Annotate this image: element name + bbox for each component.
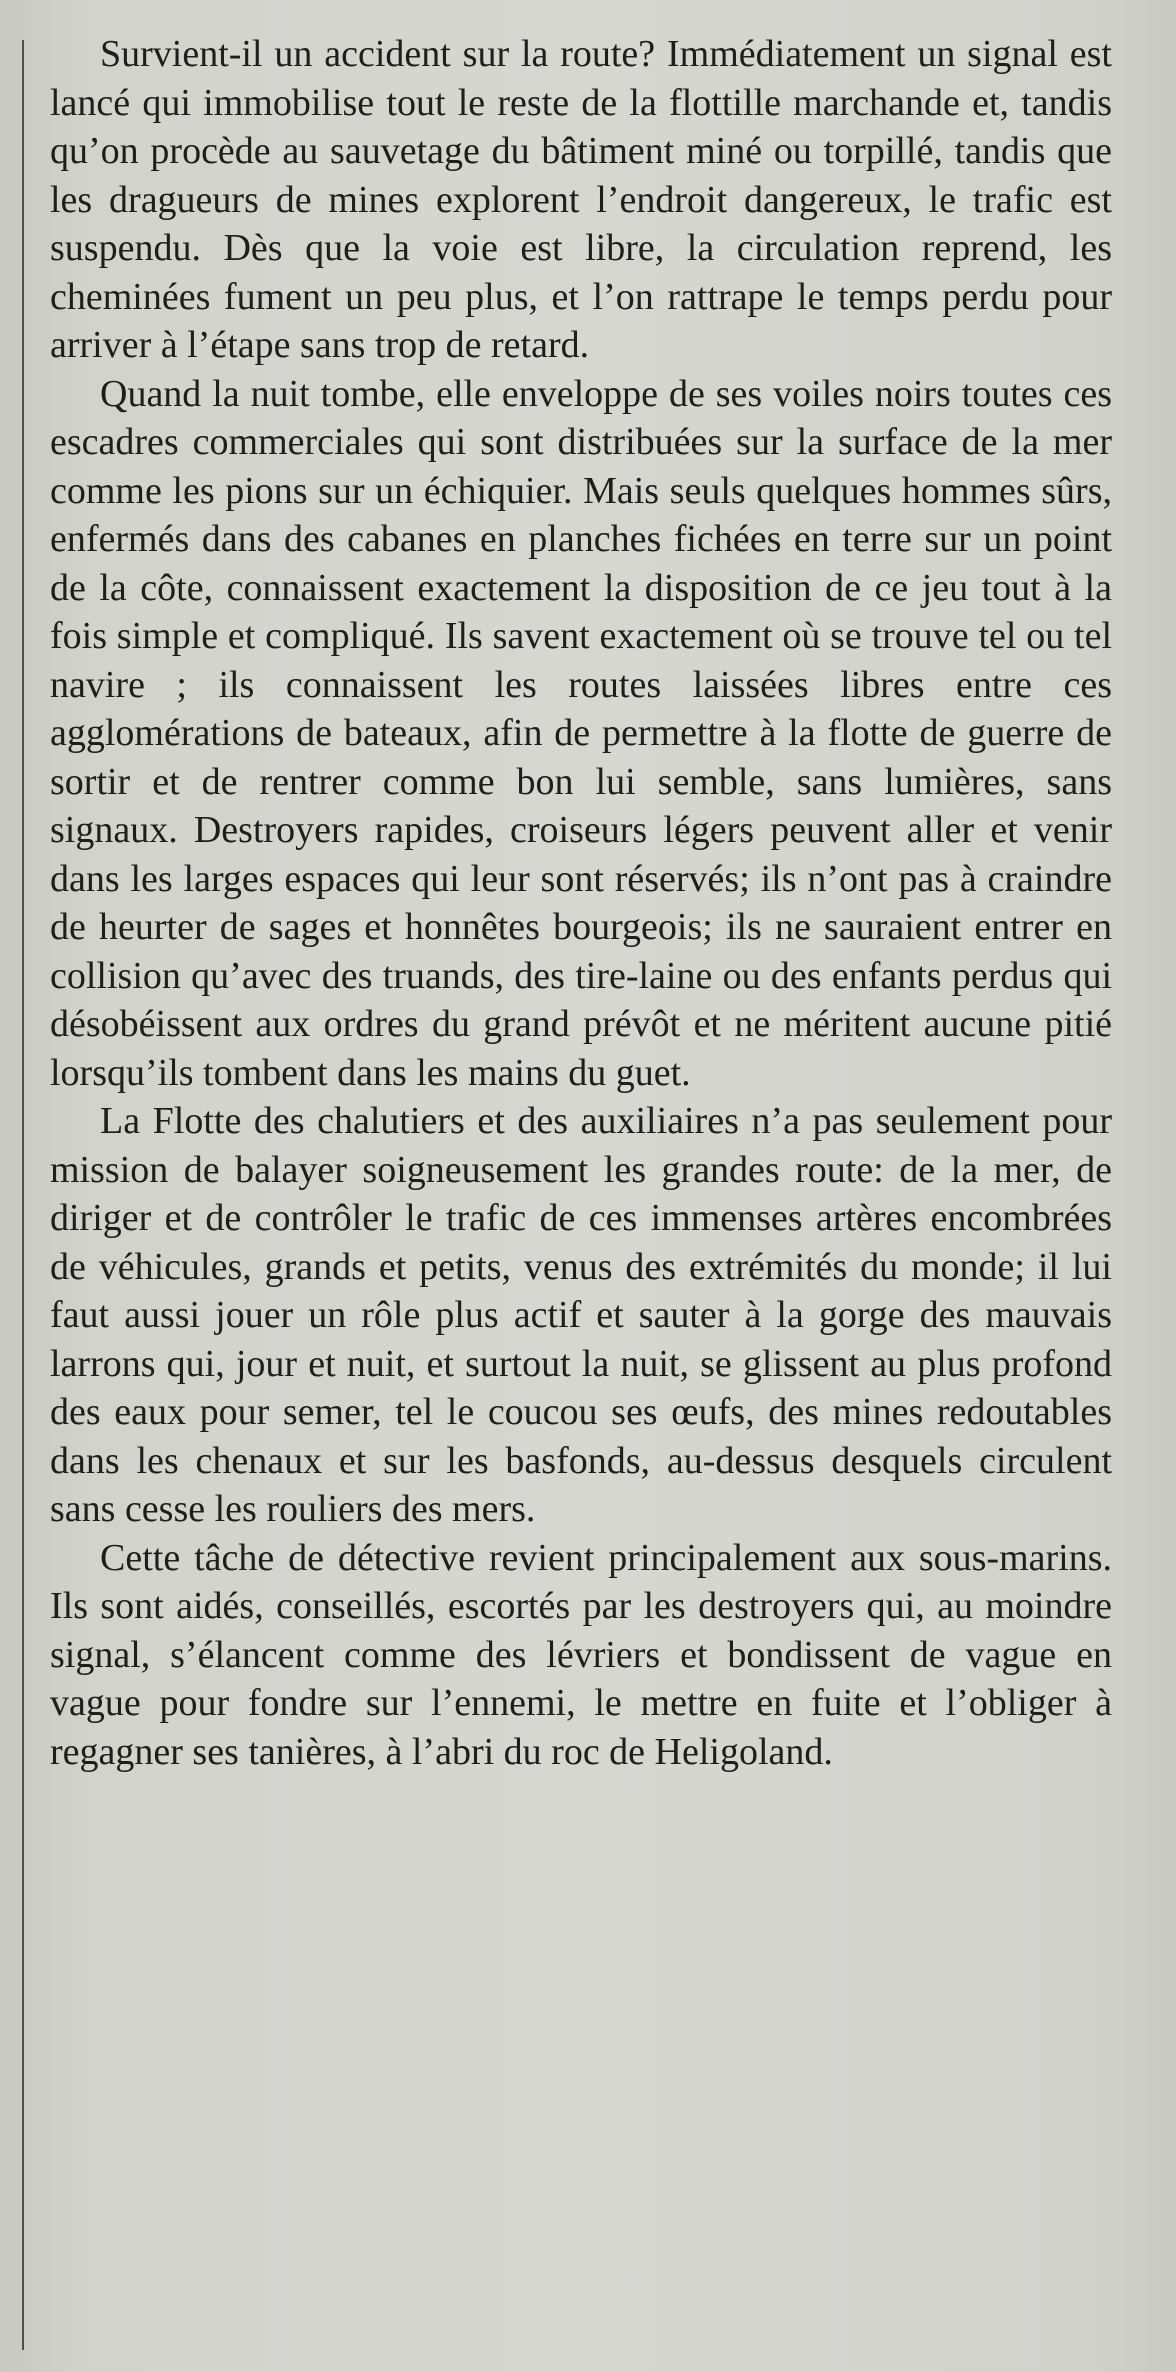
paragraph-accident: Survient-il un accident sur la route? Immédiatement un signal est lancé qui immobilise tout le reste de la flottille marchande et, tandis qu’on procède au sauvetage du bâtiment miné ou torpillé, tandis que les dragueurs de mines explorent l’endroit dangereux, le trafic est suspendu. Dès que la voie est libre, la circulation reprend, les cheminées fument un peu plus, et l’on rattrape le temps perdu pour arriver à l’étape sans trop de retard. bbox=[50, 33, 1112, 366]
paragraph-submarines: Cette tâche de détective revient principalement aux sous-marins. Ils sont aidés, conseillés, escortés par les destroyers qui, au moindre signal, s’élancent comme des lévriers et bondissent de vague en vague pour fondre sur l’ennemi, le mettre en fuite et l’obliger à regagner ses tanières, à l’abri du roc de Heligoland. bbox=[50, 1536, 1112, 1773]
paragraph-night: Quand la nuit tombe, elle enveloppe de ses voiles noirs toutes ces escadres commerciales qui sont distribuées sur la surface de la mer comme les pions sur un échiquier. Mais seuls quelques hommes sûrs, enfermés dans des cabanes en planches fichées en terre sur un point de la côte, connaissent exactement la disposition de ce jeu tout à la fois simple et compliqué. Ils savent exactement où se trouve tel ou tel navire ; ils connaissent les routes laissées libres entre ces agglomérations de bateaux, afin de permettre à la flotte de guerre de sortir et de rentrer comme bon lui semble, sans lumières, sans signaux. Destroyers rapides, croiseurs légers peuvent aller et venir dans les larges espaces qui leur sont réservés; ils n’ont pas à craindre de heurter de sages et honnêtes bourgeois; ils ne sauraient entrer en collision qu’avec des truands, des tire-laine ou des enfants perdus qui désobéissent aux ordres du grand prévôt et ne méritent aucune pitié lorsqu’ils tombent dans les mains du guet. bbox=[50, 372, 1112, 1094]
body-text bbox=[50, 30, 1112, 1776]
margin-rule bbox=[22, 40, 24, 2350]
paragraph-trawlers: La Flotte des chalutiers et des auxiliaires n’a pas seulement pour mission de balayer soigneusement les grandes route: de la mer, de diriger et de contrôler le trafic de ces immenses artères encombrées de véhicules, grands et petits, venus des extrémités du monde; il lui faut aussi jouer un rôle plus actif et sauter à la gorge des mauvais larrons qui, jour et nuit, et surtout la nuit, se glissent au plus profond des eaux pour semer, tel le coucou ses œufs, des mines redoutables dans les chenaux et sur les basfonds, au-dessus desquels circulent sans cesse les rouliers des mers. bbox=[50, 1100, 1112, 1530]
